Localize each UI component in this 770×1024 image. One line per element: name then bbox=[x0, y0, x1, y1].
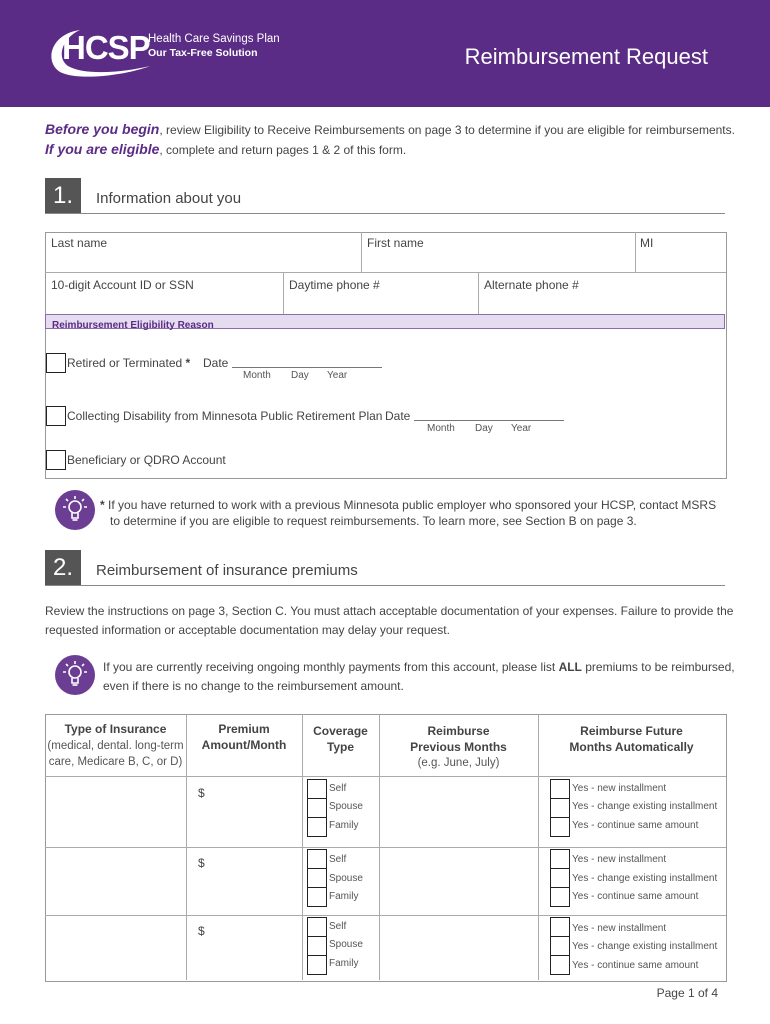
future-new-checkbox[interactable] bbox=[550, 779, 570, 799]
middle-initial-field[interactable]: MI bbox=[640, 236, 654, 250]
day-label: Day bbox=[475, 423, 493, 434]
coverage-spouse-checkbox[interactable] bbox=[307, 868, 327, 888]
future-change-checkbox[interactable] bbox=[550, 936, 570, 956]
future-continue-label: Yes - continue same amount bbox=[572, 891, 699, 902]
col-future: Months Automatically bbox=[569, 740, 694, 754]
coverage-spouse-checkbox[interactable] bbox=[307, 936, 327, 956]
col-premium: Amount/Month bbox=[201, 738, 287, 752]
retired-label: Retired or Terminated * bbox=[67, 356, 191, 370]
disability-date-label: Date bbox=[385, 409, 411, 423]
future-change-label: Yes - change existing installment bbox=[572, 941, 718, 952]
divider bbox=[45, 915, 726, 916]
coverage-family-checkbox[interactable] bbox=[307, 955, 327, 975]
disability-checkbox[interactable] bbox=[46, 406, 66, 426]
logo: HCSP bbox=[62, 29, 150, 66]
disability-date-input[interactable] bbox=[414, 420, 564, 421]
col-premium: Premium bbox=[218, 722, 270, 736]
month-label: Month bbox=[243, 370, 271, 381]
org-tagline: Our Tax-Free Solution bbox=[148, 47, 258, 59]
page-title: Reimbursement Request bbox=[464, 44, 708, 69]
coverage-spouse-checkbox[interactable] bbox=[307, 798, 327, 818]
coverage-family-label: Family bbox=[329, 958, 359, 969]
previous-months-input[interactable] bbox=[381, 778, 536, 845]
coverage-self-label: Self bbox=[329, 921, 347, 932]
divider bbox=[45, 776, 726, 777]
instructions-line-1: Review the instructions on page 3, Section C. You must attach acceptable documentation of your expenses. Failure to provide the bbox=[45, 604, 734, 618]
currency-symbol: $ bbox=[198, 924, 205, 938]
coverage-spouse-label: Spouse bbox=[329, 939, 363, 950]
col-previous-example: (e.g. June, July) bbox=[417, 757, 500, 769]
year-label: Year bbox=[327, 370, 348, 381]
premium-amount-input[interactable] bbox=[210, 778, 300, 845]
section-1-divider bbox=[45, 213, 725, 214]
coverage-family-label: Family bbox=[329, 891, 359, 902]
lightbulb-icon bbox=[55, 490, 95, 530]
future-new-label: Yes - new installment bbox=[572, 783, 667, 794]
first-name-field[interactable]: First name bbox=[367, 236, 424, 250]
insurance-type-input[interactable] bbox=[47, 778, 184, 845]
section-2-title: Reimbursement of insurance premiums bbox=[96, 562, 358, 579]
ongoing-payments-note-line-2: even if there is no change to the reimbursement amount. bbox=[103, 679, 404, 693]
instructions-line-2: requested information or acceptable documentation may delay your request. bbox=[45, 623, 450, 637]
return-to-work-note-line-1: * If you have returned to work with a previous Minnesota public employer who sponsored your HCSP, contact MSRS bbox=[100, 498, 717, 512]
day-label: Day bbox=[291, 370, 309, 381]
section-1-title: Information about you bbox=[96, 190, 242, 207]
future-continue-label: Yes - continue same amount bbox=[572, 960, 699, 971]
insurance-type-input[interactable] bbox=[47, 917, 184, 979]
eligibility-reason-header: Reimbursement Eligibility Reason bbox=[45, 314, 725, 329]
future-continue-label: Yes - continue same amount bbox=[572, 820, 699, 831]
coverage-self-checkbox[interactable] bbox=[307, 779, 327, 799]
insurance-type-input[interactable] bbox=[47, 849, 184, 913]
divider bbox=[45, 272, 726, 273]
previous-months-input[interactable] bbox=[381, 849, 536, 913]
premium-amount-input[interactable] bbox=[210, 917, 300, 979]
disability-label: Collecting Disability from Minnesota Public Retirement Plan bbox=[67, 409, 383, 423]
future-new-label: Yes - new installment bbox=[572, 854, 667, 865]
section-2-divider bbox=[45, 585, 725, 586]
daytime-phone-field[interactable]: Daytime phone # bbox=[289, 278, 380, 292]
lightbulb-icon bbox=[55, 655, 95, 695]
future-new-checkbox[interactable] bbox=[550, 849, 570, 869]
coverage-family-label: Family bbox=[329, 820, 359, 831]
return-to-work-note-line-2: to determine if you are eligible to request reimbursements. To learn more, see Section B on page 3. bbox=[110, 514, 637, 528]
beneficiary-label: Beneficiary or QDRO Account bbox=[67, 453, 226, 467]
premium-amount-input[interactable] bbox=[210, 849, 300, 913]
divider bbox=[45, 847, 726, 848]
alternate-phone-field[interactable]: Alternate phone # bbox=[484, 278, 579, 292]
account-id-field[interactable]: 10-digit Account ID or SSN bbox=[51, 278, 194, 292]
currency-symbol: $ bbox=[198, 786, 205, 800]
future-new-checkbox[interactable] bbox=[550, 917, 570, 937]
col-coverage: Coverage bbox=[313, 724, 368, 738]
col-previous: Previous Months bbox=[410, 740, 507, 754]
future-continue-checkbox[interactable] bbox=[550, 817, 570, 837]
col-type-sub: (medical, dental. long-term bbox=[47, 740, 184, 752]
col-future: Reimburse Future bbox=[580, 724, 683, 738]
retired-checkbox[interactable] bbox=[46, 353, 66, 373]
coverage-spouse-label: Spouse bbox=[329, 801, 363, 812]
divider bbox=[283, 272, 284, 314]
page-number: Page 1 of 4 bbox=[656, 986, 718, 1000]
coverage-self-checkbox[interactable] bbox=[307, 917, 327, 937]
col-type-sub: care, Medicare B, C, or D) bbox=[48, 756, 183, 768]
future-continue-checkbox[interactable] bbox=[550, 955, 570, 975]
divider bbox=[478, 272, 479, 314]
ongoing-payments-note-line-1: If you are currently receiving ongoing monthly payments from this account, please list ALL premiums to be reimbursed, bbox=[103, 660, 735, 674]
future-continue-checkbox[interactable] bbox=[550, 887, 570, 907]
section-1-number: 1. bbox=[45, 178, 81, 214]
currency-symbol: $ bbox=[198, 856, 205, 870]
org-name: Health Care Savings Plan bbox=[148, 33, 280, 45]
future-change-label: Yes - change existing installment bbox=[572, 873, 718, 884]
previous-months-input[interactable] bbox=[381, 917, 536, 979]
future-change-checkbox[interactable] bbox=[550, 798, 570, 818]
month-label: Month bbox=[427, 423, 455, 434]
future-change-label: Yes - change existing installment bbox=[572, 801, 718, 812]
intro-line-2: If you are eligible, complete and return pages 1 & 2 of this form. bbox=[45, 141, 407, 157]
coverage-family-checkbox[interactable] bbox=[307, 817, 327, 837]
future-change-checkbox[interactable] bbox=[550, 868, 570, 888]
divider bbox=[635, 232, 636, 272]
retired-date-input[interactable] bbox=[232, 367, 382, 368]
divider bbox=[361, 232, 362, 272]
beneficiary-checkbox[interactable] bbox=[46, 450, 66, 470]
retired-date-label: Date bbox=[203, 356, 229, 370]
col-coverage: Type bbox=[326, 740, 355, 754]
section-2-number: 2. bbox=[45, 550, 81, 586]
coverage-family-checkbox[interactable] bbox=[307, 887, 327, 907]
col-previous: Reimburse bbox=[427, 724, 490, 738]
year-label: Year bbox=[511, 423, 532, 434]
coverage-spouse-label: Spouse bbox=[329, 873, 363, 884]
intro-line-1: Before you begin, review Eligibility to Receive Reimbursements on page 3 to determine if you are eligible for reimbursements. bbox=[45, 121, 735, 137]
coverage-self-label: Self bbox=[329, 854, 347, 865]
coverage-self-label: Self bbox=[329, 783, 347, 794]
last-name-field[interactable]: Last name bbox=[51, 236, 108, 250]
col-type-title: Type of Insurance bbox=[64, 722, 167, 736]
coverage-self-checkbox[interactable] bbox=[307, 849, 327, 869]
future-new-label: Yes - new installment bbox=[572, 923, 667, 934]
